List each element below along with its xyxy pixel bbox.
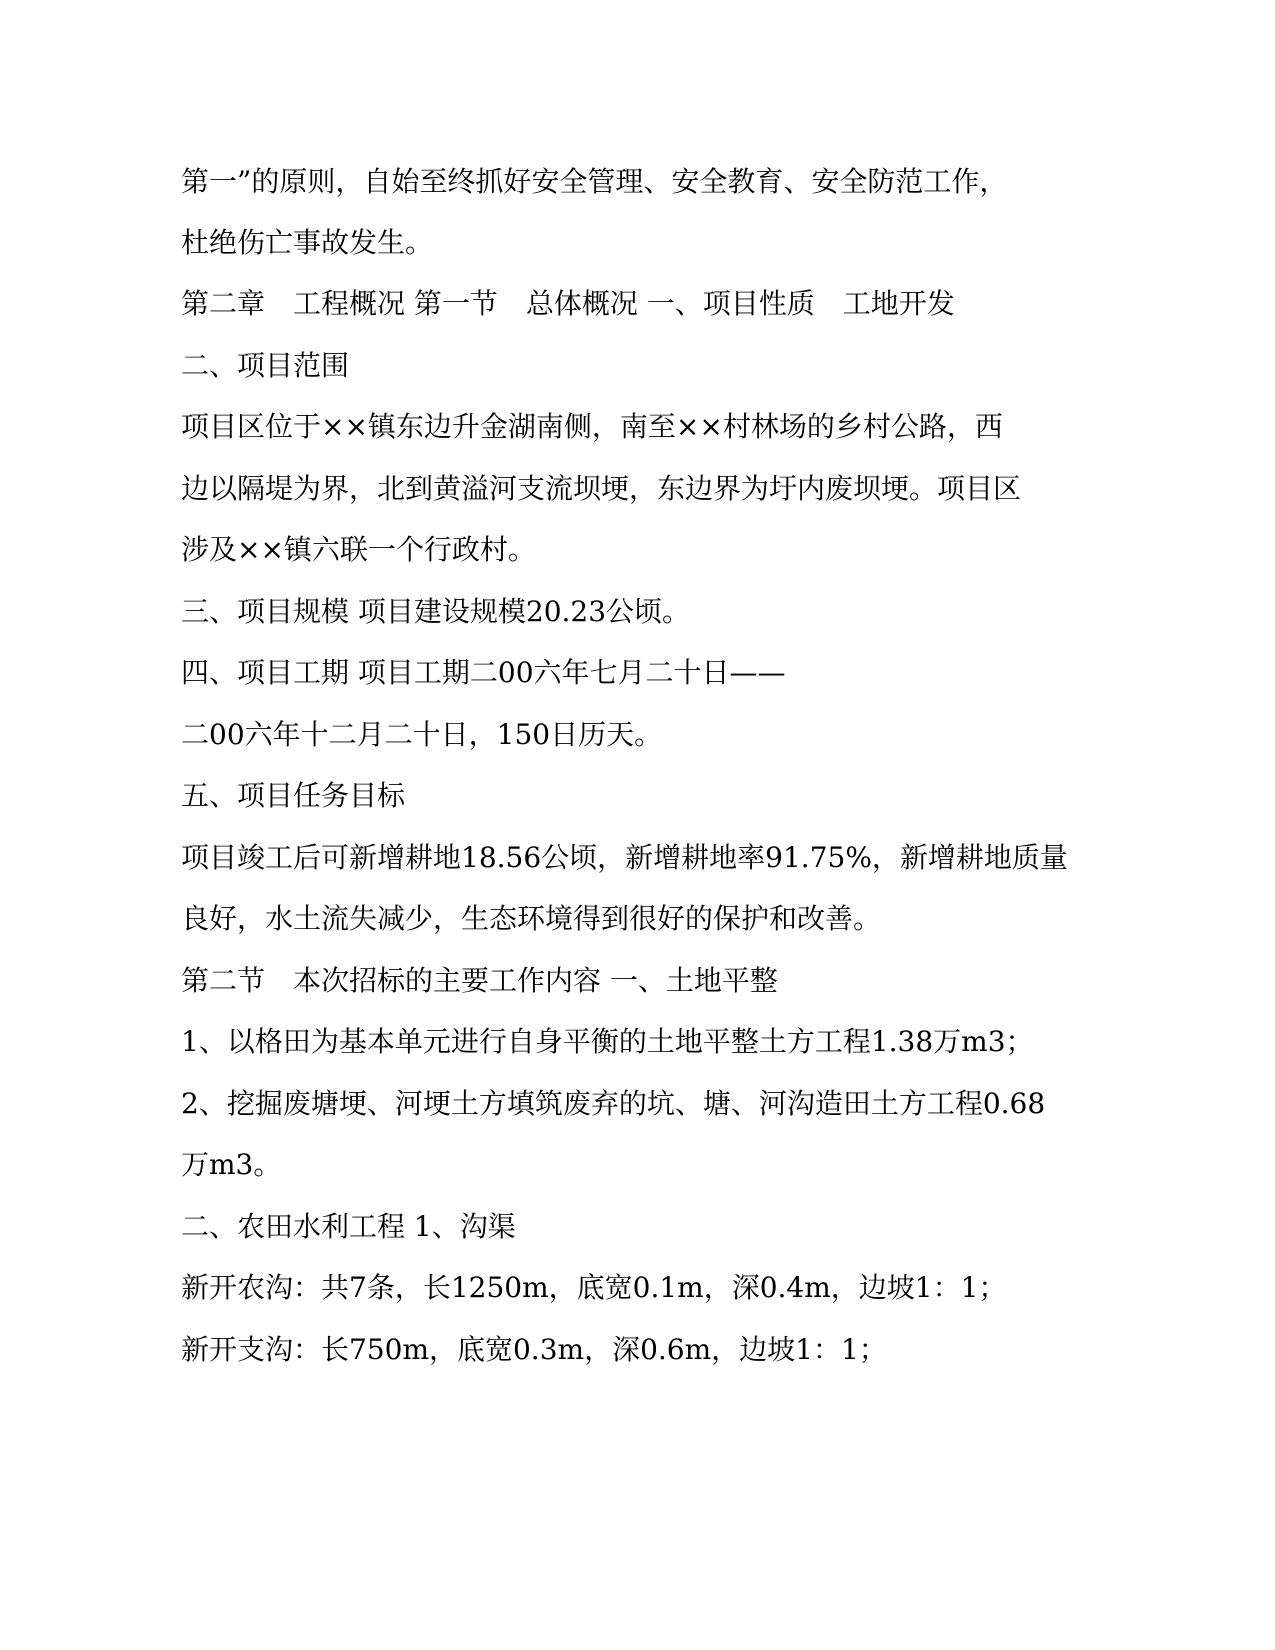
section-heading: 第二节 本次招标的主要工作内容 一、土地平整 — [181, 964, 778, 997]
list-item: 2、挖掘废塘埂、河埂土方填筑废弃的坑、塘、河沟造田土方工程0.68 — [181, 1087, 1046, 1120]
list-item: 1、以格田为基本单元进行自身平衡的土地平整土方工程1.38万m3； — [181, 1025, 1034, 1058]
section-heading: 四、项目工期 项目工期二00六年七月二十日—— — [181, 656, 786, 689]
text-line: 边以隔堤为界，北到黄溢河支流坝埂，东边界为圩内废坝埂。项目区 — [181, 472, 1022, 505]
section-heading: 三、项目规模 项目建设规模20.23公顷。 — [181, 595, 691, 628]
text-line: 项目区位于××镇东边升金湖南侧，南至××村林场的乡村公路，西 — [181, 410, 1003, 443]
text-line: 新开支沟：长750m，底宽0.3m，深0.6m，边坡1：1； — [181, 1333, 887, 1366]
text-line: 第一”的原则，自始至终抓好安全管理、安全教育、安全防范工作， — [181, 165, 1008, 198]
text-line: 杜绝伤亡事故发生。 — [181, 226, 434, 259]
section-heading: 二、农田水利工程 1、沟渠 — [181, 1210, 516, 1243]
text-line: 良好，水土流失减少，生态环境得到很好的保护和改善。 — [181, 902, 882, 935]
text-line: 涉及××镇六联一个行政村。 — [181, 533, 536, 566]
section-heading: 五、项目任务目标 — [181, 779, 406, 812]
text-line: 万m3。 — [181, 1148, 282, 1181]
section-heading: 第二章 工程概况 第一节 总体概况 一、项目性质 工地开发 — [181, 287, 955, 320]
text-line: 新开农沟：共7条，长1250m，底宽0.1m，深0.4m，边坡1：1； — [181, 1271, 1007, 1304]
section-heading: 二、项目范围 — [181, 349, 350, 382]
text-line: 项目竣工后可新增耕地18.56公顷，新增耕地率91.75%，新增耕地质量 — [181, 841, 1068, 874]
text-line: 二00六年十二月二十日，150日历天。 — [181, 718, 663, 751]
